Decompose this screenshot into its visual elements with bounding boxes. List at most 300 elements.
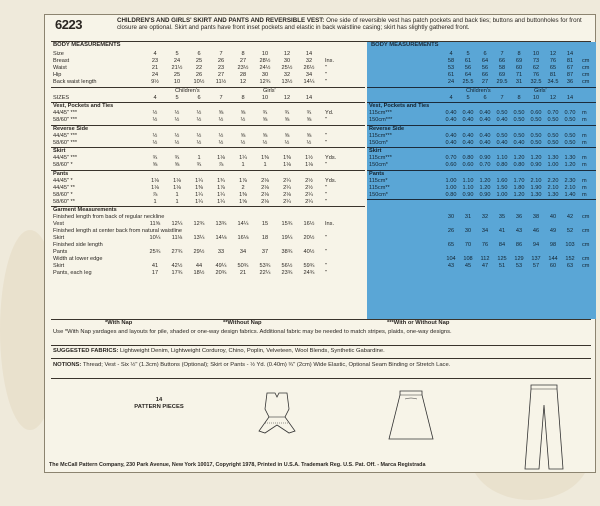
cell-value: 0.50 (513, 117, 525, 123)
cell-value: ⅝ (152, 162, 158, 168)
cell-value: 0.50 (513, 132, 525, 139)
cell-value: 24 (447, 79, 455, 85)
table-row (367, 249, 596, 256)
cell-value: 1.80 (513, 184, 525, 191)
cell-value: 56½ (281, 263, 293, 269)
cell-value: 10¼ (149, 235, 161, 241)
cell-value: 25¾ (149, 249, 161, 255)
cell-value: ½ (196, 117, 202, 123)
cell-value: 24 (151, 72, 159, 78)
cell-value: 67 (566, 65, 574, 71)
cell-value: 32 (305, 58, 313, 64)
unit-label: " (325, 139, 327, 146)
cell-value: 53 (447, 65, 455, 71)
skirt-illustration (385, 387, 437, 447)
table-row (51, 228, 365, 235)
cell-value: 20½ (303, 235, 315, 241)
cell-value: 71 (515, 72, 523, 78)
girls-label: Girls' (534, 87, 547, 94)
suggested-fabrics: SUGGESTED FABRICS: Lightweight Denim, Lightweight Corduroy, Chino, Poplin, Velveteen, Wool Blends, Synthetic Gabardine. (53, 348, 385, 354)
cell-value: 1¼ (195, 177, 203, 184)
unit-label: " (325, 65, 327, 71)
cell-value: 0.90 (462, 191, 474, 198)
table-row (51, 235, 365, 242)
cell-value: ½ (174, 139, 180, 146)
cell-value: ⅝ (218, 110, 224, 116)
unit-label: m (582, 162, 587, 168)
cell-value: 11⅛ (171, 235, 183, 241)
cell-value: 16⅛ (237, 235, 249, 241)
cell-value: 0.50 (513, 110, 525, 116)
unit-label: m (582, 155, 587, 161)
row-label: 150cm* (369, 191, 388, 198)
cell-value: 60 (549, 263, 557, 269)
cell-value: 0.50 (564, 139, 576, 146)
cell-value: 20¾ (215, 270, 227, 276)
cell-value: 58 (447, 58, 455, 64)
unit-label: " (325, 162, 327, 168)
cell-value: 7 (219, 51, 223, 57)
cell-value: 6 (197, 94, 201, 101)
cell-value: 1⅛ (151, 184, 159, 191)
unit-label: Yd. (325, 110, 334, 116)
cell-value: 0.50 (547, 117, 559, 123)
cell-value: 0.80 (496, 162, 508, 168)
cell-value: 1 (241, 162, 245, 168)
table-row (367, 110, 596, 117)
unit-label: m (582, 177, 587, 184)
cell-value: 56 (481, 65, 489, 71)
unit-label: cm (582, 228, 590, 234)
cell-value: 1 (153, 198, 157, 205)
cell-value: 6 (483, 51, 487, 57)
cell-value: 1.10 (462, 184, 474, 191)
cell-value: 1⅛ (173, 184, 181, 191)
cell-value: 2.10 (530, 177, 542, 184)
cell-value: 0.40 (513, 139, 525, 146)
section-title-text: Skirt (53, 148, 66, 154)
table-row (51, 221, 365, 228)
cell-value: 1.70 (513, 177, 525, 184)
cell-value: 22 (195, 65, 203, 71)
notions: NOTIONS: Thread; Vest - Six ½" (1.3cm) Buttons (Optional); Skirt or Pants - ½ Yd. (0.40m) ¾" (2cm) Wide Elastic, Optional Seam Binding or Stretch Lace. (53, 362, 451, 368)
row-label: Breast (53, 58, 70, 64)
table-row (367, 58, 596, 65)
unit-label: " (325, 72, 327, 78)
section-title-text: Reverse Side (53, 125, 89, 132)
row-label: Size (53, 51, 64, 57)
row-label: 150cm* (369, 139, 388, 146)
row-label: Back waist length (53, 79, 97, 85)
cell-value: 0.40 (496, 117, 508, 123)
group-labels (367, 88, 596, 95)
cell-value: 14 (305, 94, 313, 101)
cell-value: 4 (153, 94, 157, 101)
cell-value: 2.10 (564, 184, 576, 191)
cell-value: 30 (464, 228, 472, 234)
cell-value: 43 (447, 263, 455, 269)
cell-value: 6 (197, 51, 201, 57)
unit-label: Ins. (325, 58, 335, 64)
pattern-description: CHILDREN'S AND GIRLS' SKIRT AND PANTS AND REVERSIBLE VEST: One side of reversible vest has patch pockets and back ties; buttons and buttonholes for front closure are optional. Skirt and pants have front inset pockets and elastic in back waistline casing; skirt has slightly gathered front. (117, 17, 582, 32)
table-row (367, 72, 596, 79)
cell-value: 0.50 (530, 132, 542, 139)
table-row (367, 228, 596, 235)
cell-value: 61 (464, 58, 472, 64)
cell-value: 49 (549, 228, 557, 234)
cell-value: 30 (261, 72, 269, 78)
cell-value: 23 (217, 65, 225, 71)
cell-value: 28½ (259, 58, 271, 64)
cell-value: 62 (532, 65, 540, 71)
cell-value: 30 (447, 214, 455, 220)
cell-value: 1⅛ (305, 162, 313, 168)
cell-value: 0.60 (445, 162, 457, 168)
table-row (367, 140, 596, 147)
cell-value: 0.70 (547, 110, 559, 116)
cell-value: 23 (151, 58, 159, 64)
unit-label: cm (582, 214, 590, 220)
cell-value: 5 (175, 51, 179, 57)
cell-value: 38¾ (281, 249, 293, 255)
row-label: 58/60" * (53, 191, 73, 198)
row-label: Width at lower edge (53, 256, 103, 262)
cell-value: ⅝ (284, 117, 290, 123)
cell-value: 12¾ (193, 221, 205, 227)
cell-value: 14 (566, 94, 574, 101)
row-label: Pants (53, 249, 68, 255)
row-label: Finished length from back of regular neckline (53, 214, 165, 220)
cell-value: 1½ (305, 155, 313, 161)
cell-value: 36 (515, 214, 523, 220)
cell-value: 29½ (193, 249, 205, 255)
cell-value: 10½ (193, 79, 205, 85)
cell-value: 108 (463, 256, 473, 262)
cell-value: 0.40 (479, 117, 491, 123)
cell-value: 0.40 (445, 139, 457, 146)
table-row (51, 58, 365, 65)
cell-value: 12 (239, 79, 247, 85)
with-nap-label: *With Nap (105, 320, 133, 326)
row-label: 150cm* (369, 162, 388, 168)
cell-value: 0.40 (462, 110, 474, 116)
cell-value: 0.40 (462, 132, 474, 139)
cell-value: 61 (447, 72, 455, 78)
cell-value: 0.50 (496, 132, 508, 139)
table-row (51, 263, 365, 270)
cell-value: 30 (283, 58, 291, 64)
cell-value: 10 (173, 79, 181, 85)
cell-value: 50¾ (237, 263, 249, 269)
cell-value: 25 (173, 72, 181, 78)
cell-value: 1⅞ (239, 177, 247, 184)
table-row (51, 110, 365, 117)
cell-value: 1.50 (496, 184, 508, 191)
cell-value: 11⅝ (149, 221, 161, 227)
table-row (51, 72, 365, 79)
divider (51, 358, 591, 359)
cell-value: 44 (195, 263, 203, 269)
table-row (367, 185, 596, 192)
unit-label: " (325, 184, 327, 191)
table-row (51, 117, 365, 124)
divider (51, 345, 591, 346)
cell-value: 34.5 (547, 79, 559, 85)
unit-label: " (325, 270, 327, 276)
cell-value: 1.40 (564, 191, 576, 198)
row-label: 44/45" *** (53, 155, 78, 161)
cell-value: 1¼ (217, 191, 225, 198)
cell-value: 5 (466, 51, 470, 57)
cell-value: ⅝ (262, 117, 268, 123)
cell-value: 1.10 (462, 177, 474, 184)
divider (51, 319, 591, 320)
cell-value: 26 (217, 58, 225, 64)
cell-value: 41 (151, 263, 159, 269)
row-label: 44/45" *** (53, 110, 78, 116)
cell-value: 14⅛ (215, 235, 227, 241)
cell-value: 1.30 (547, 191, 559, 198)
cell-value: 26 (447, 228, 455, 234)
row-label: 58/60" *** (53, 139, 78, 146)
cell-value: 1.30 (564, 155, 576, 161)
cell-value: 76 (532, 72, 540, 78)
row-label: 115cm*** (369, 110, 392, 116)
row-label: 58/60" *** (53, 117, 78, 123)
cell-value: 27¾ (171, 249, 183, 255)
cell-value: 14 (305, 51, 313, 57)
cell-value: 87 (566, 72, 574, 78)
cell-value: 31 (464, 214, 472, 220)
cell-value: 11½ (215, 79, 227, 85)
unit-label: cm (582, 65, 590, 71)
cell-value: 53¾ (259, 263, 271, 269)
childrens-label: Children's (175, 87, 200, 94)
table-row (367, 178, 596, 185)
row-label: Finished side length (53, 242, 103, 248)
cell-value: 10 (532, 94, 540, 101)
cell-value: 0.50 (496, 110, 508, 116)
cell-value: 34 (305, 72, 313, 78)
cell-value: 32 (283, 72, 291, 78)
cell-value: 69 (498, 72, 506, 78)
cell-value: 1.30 (530, 191, 542, 198)
unit-label: cm (582, 72, 590, 78)
cell-value: ½ (152, 117, 158, 123)
unit-label: " (325, 79, 327, 85)
table-row (51, 249, 365, 256)
cell-value: 0.70 (445, 155, 457, 161)
cell-value: 57 (532, 263, 540, 269)
cell-value: 1⅜ (283, 155, 291, 161)
cell-value: 0.90 (479, 155, 491, 161)
cell-value: 125 (497, 256, 507, 262)
cell-value: 1.00 (496, 191, 508, 198)
table-row (51, 65, 365, 72)
cell-value: 42½ (171, 263, 183, 269)
cell-value: ½ (152, 139, 158, 146)
cell-value: 2.30 (564, 177, 576, 184)
cell-value: 1.20 (479, 184, 491, 191)
cell-value: 59¾ (303, 263, 315, 269)
cell-value: 0.50 (564, 117, 576, 123)
cell-value: 4 (153, 51, 157, 57)
cell-value: 8 (517, 94, 521, 101)
cell-value: 41 (498, 228, 506, 234)
row-label: Skirt (53, 235, 65, 241)
cell-value: 14 (566, 51, 574, 57)
unit-label: Yds. (325, 177, 337, 184)
cell-value: 53 (515, 263, 523, 269)
cell-value: 104 (446, 256, 456, 262)
cell-value: ½ (218, 117, 224, 123)
table-row (367, 221, 596, 228)
cell-value: ⅝ (306, 117, 312, 123)
cell-value: 81 (549, 72, 557, 78)
cell-value: 8 (241, 94, 245, 101)
divider (367, 170, 596, 171)
pattern-number: 6223 (55, 17, 82, 32)
cell-value: 2¼ (305, 191, 313, 198)
cell-value: 63 (566, 263, 574, 269)
cell-value: ½ (306, 139, 312, 146)
cell-value: ½ (196, 139, 202, 146)
table-row (51, 95, 365, 102)
cell-value: 35 (498, 214, 506, 220)
cell-value: 56 (464, 65, 472, 71)
cell-value: 1⅜ (239, 191, 247, 198)
cell-value: 21 (239, 270, 247, 276)
table-row (367, 207, 596, 214)
row-label: Waist (53, 65, 67, 71)
cell-value: 1⅛ (173, 177, 181, 184)
cell-value: 7 (500, 94, 504, 101)
row-label: Pants, each leg (53, 270, 92, 276)
cell-value: 2 (241, 184, 245, 191)
table-row (367, 192, 596, 199)
cell-value: 0.40 (496, 139, 508, 146)
divider (51, 378, 591, 379)
row-label: 150cm*** (369, 117, 393, 123)
cell-value: ½ (174, 132, 180, 139)
copyright-footer: The McCall Pattern Company, 230 Park Avenue, New York 10017, Copyright 1978, Printed in U.S.A. Trademark Reg. U.S. Pat. Off. - Marca Registrada (49, 462, 426, 468)
divider (51, 147, 365, 148)
cell-value: 40½ (303, 249, 315, 255)
divider (367, 199, 596, 200)
cell-value: 49¼ (215, 263, 227, 269)
row-label: 115cm** (369, 184, 390, 191)
table-row (51, 192, 365, 199)
cell-value: 5 (466, 94, 470, 101)
cell-value: 27 (481, 79, 489, 85)
cell-value: 1.00 (547, 162, 559, 168)
cell-value: 13¼ (193, 235, 205, 241)
cell-value: 10 (261, 94, 269, 101)
cell-value: 1 (197, 155, 201, 161)
cell-value: 0.40 (445, 117, 457, 123)
row-label: Finished length at center back from natural waistline (53, 228, 183, 234)
cell-value: 2½ (305, 177, 313, 184)
cell-value: 65 (549, 65, 557, 71)
cell-value: 1.00 (445, 184, 457, 191)
row-label: 44/45" ** (53, 184, 75, 191)
table-row (367, 155, 596, 162)
cell-value: 112 (480, 256, 490, 262)
cell-value: ½ (196, 132, 202, 139)
cell-value: 0.40 (479, 132, 491, 139)
cell-value: 12 (549, 51, 557, 57)
unit-label: cm (582, 256, 590, 262)
cell-value: 0.40 (445, 132, 457, 139)
cell-value: ½ (240, 139, 246, 146)
table-row (51, 242, 365, 249)
cell-value: 2¼ (305, 198, 313, 205)
table-row (367, 65, 596, 72)
cell-value: ⅞ (152, 191, 158, 198)
row-label: 58/60" * (53, 162, 73, 168)
cell-value: 34 (239, 249, 247, 255)
cell-value: 76 (481, 242, 489, 248)
cell-value: 1.30 (547, 155, 559, 161)
cell-value: ¾ (152, 155, 158, 161)
cell-value: 13¾ (215, 221, 227, 227)
cell-value: 13½ (281, 79, 293, 85)
cell-value: 14¼ (303, 79, 315, 85)
cell-value: 76 (549, 58, 557, 64)
cell-value: ¾ (306, 110, 312, 116)
cell-value: 0.40 (462, 117, 474, 123)
body-measurements-title: BODY MEASUREMENTS (53, 42, 121, 48)
cell-value: 69 (515, 58, 523, 64)
cell-value: 0.70 (479, 162, 491, 168)
cell-value: 1.20 (513, 155, 525, 161)
cell-value: 1.20 (479, 177, 491, 184)
unit-label: " (325, 235, 327, 241)
cell-value: 103 (565, 242, 575, 248)
table-row (51, 256, 365, 263)
cell-value: 21½ (171, 65, 183, 71)
unit-label: cm (582, 79, 590, 85)
cell-value: ½ (174, 117, 180, 123)
cell-value: ⅝ (174, 162, 180, 168)
unit-label: " (325, 132, 327, 139)
unit-label: m (582, 191, 587, 198)
cell-value: 1.60 (496, 177, 508, 184)
cell-value: 66 (481, 72, 489, 78)
cell-value: 60 (515, 65, 523, 71)
unit-label: Ins. (325, 221, 335, 227)
cell-value: 16½ (303, 221, 315, 227)
cell-value: 1¼ (239, 155, 247, 161)
unit-label: m (582, 117, 587, 123)
cell-value: 66 (498, 58, 506, 64)
cell-value: 1⅞ (217, 184, 225, 191)
group-labels (51, 88, 365, 95)
table-row (367, 117, 596, 124)
cell-value: 17¾ (171, 270, 183, 276)
row-label: Skirt (53, 263, 65, 269)
cell-value: 2⅛ (261, 191, 269, 198)
cell-value: 81 (566, 58, 574, 64)
cell-value: 46 (532, 228, 540, 234)
table-row (367, 133, 596, 140)
cell-value: 18 (261, 235, 269, 241)
section-title-text: Skirt (369, 148, 382, 154)
cell-value: ⅞ (218, 162, 224, 168)
without-nap-label: **Without Nap (223, 320, 262, 326)
table-row (51, 185, 365, 192)
cell-value: 25½ (281, 65, 293, 71)
